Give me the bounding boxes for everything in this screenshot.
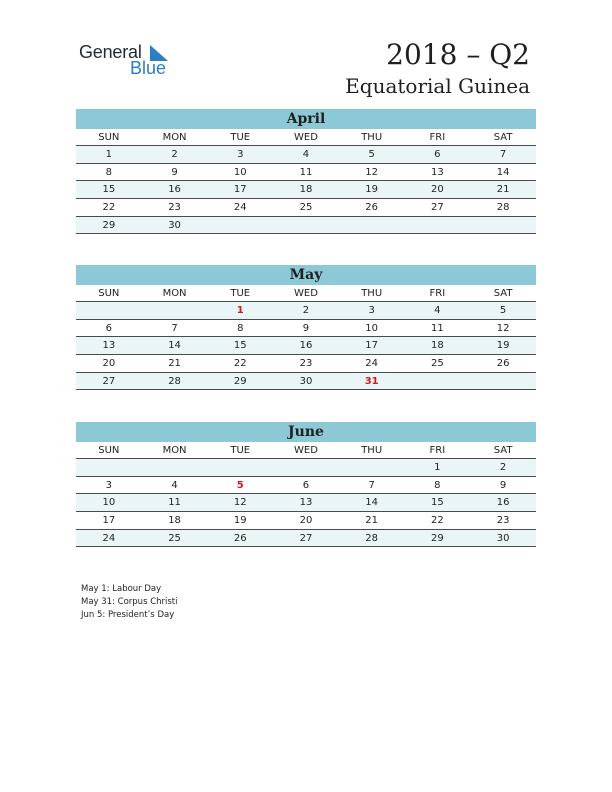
week-row	[76, 529, 536, 547]
day-cell: 17	[76, 512, 142, 530]
holiday-entry: Jun 5: President’s Day	[81, 610, 175, 620]
day-cell: 10	[207, 163, 273, 181]
day-cell: 9	[142, 163, 208, 181]
holiday-list	[81, 583, 178, 622]
day-cell: 18	[142, 512, 208, 530]
day-cell: 28	[470, 199, 536, 217]
day-cell: 13	[405, 163, 471, 181]
weekday-label: FRI	[405, 129, 471, 146]
day-cell: 30	[470, 529, 536, 547]
day-cell: 15	[207, 337, 273, 355]
weekday-row	[76, 442, 536, 459]
day-cell	[142, 302, 208, 320]
day-cell: 19	[470, 337, 536, 355]
country-name: Equatorial Guinea	[345, 74, 530, 98]
day-cell: 5	[470, 302, 536, 320]
day-cell: 9	[470, 476, 536, 494]
day-cell: 10	[76, 494, 142, 512]
day-cell: 29	[207, 372, 273, 390]
day-cell: 11	[405, 319, 471, 337]
weekday-label: FRI	[405, 442, 471, 459]
week-row	[76, 319, 536, 337]
day-cell: 25	[273, 199, 339, 217]
day-cell: 1	[405, 459, 471, 477]
day-cell: 21	[339, 512, 405, 530]
day-cell: 21	[470, 181, 536, 199]
weekday-label: WED	[273, 285, 339, 302]
day-cell: 16	[470, 494, 536, 512]
week-row	[76, 302, 536, 320]
day-cell	[273, 216, 339, 234]
weekday-label: SAT	[470, 285, 536, 302]
day-cell: 1	[76, 146, 142, 164]
day-cell: 20	[273, 512, 339, 530]
month-header: June	[76, 422, 536, 442]
month-header: April	[76, 109, 536, 129]
day-cell: 25	[142, 529, 208, 547]
day-cell: 27	[405, 199, 471, 217]
day-cell: 12	[339, 163, 405, 181]
day-cell: 13	[273, 494, 339, 512]
day-cell: 26	[470, 355, 536, 373]
day-cell: 26	[207, 529, 273, 547]
day-cell: 7	[142, 319, 208, 337]
day-cell: 12	[470, 319, 536, 337]
day-cell	[142, 459, 208, 477]
week-row	[76, 146, 536, 164]
day-cell: 4	[405, 302, 471, 320]
day-cell: 28	[142, 372, 208, 390]
day-cell: 24	[339, 355, 405, 373]
day-cell	[76, 302, 142, 320]
day-cell: 7	[470, 146, 536, 164]
week-row	[76, 512, 536, 530]
day-cell: 27	[76, 372, 142, 390]
day-cell	[470, 372, 536, 390]
day-cell: 17	[339, 337, 405, 355]
day-cell: 20	[76, 355, 142, 373]
day-cell	[273, 459, 339, 477]
day-cell: 20	[405, 181, 471, 199]
weekday-label: SUN	[76, 285, 142, 302]
week-row	[76, 216, 536, 234]
day-cell	[339, 459, 405, 477]
day-cell: 23	[470, 512, 536, 530]
day-cell: 14	[470, 163, 536, 181]
weekday-label: SAT	[470, 442, 536, 459]
day-cell: 2	[470, 459, 536, 477]
weekday-label: SAT	[470, 129, 536, 146]
logo-text-blue: Blue	[130, 58, 167, 78]
holiday-entry: May 31: Corpus Christi	[81, 597, 178, 607]
weekday-row	[76, 285, 536, 302]
day-cell: 18	[273, 181, 339, 199]
day-cell: 30	[273, 372, 339, 390]
day-cell: 5	[207, 476, 273, 494]
week-row	[76, 494, 536, 512]
day-cell: 27	[273, 529, 339, 547]
weekday-label: SUN	[76, 442, 142, 459]
day-cell: 29	[76, 216, 142, 234]
day-cell: 23	[142, 199, 208, 217]
day-cell: 16	[142, 181, 208, 199]
weekday-label: TUE	[207, 129, 273, 146]
weekday-label: FRI	[405, 285, 471, 302]
weekday-label: SUN	[76, 129, 142, 146]
day-cell: 11	[142, 494, 208, 512]
week-row	[76, 476, 536, 494]
weekday-label: TUE	[207, 285, 273, 302]
day-cell	[405, 216, 471, 234]
day-cell: 4	[273, 146, 339, 164]
day-cell: 19	[207, 512, 273, 530]
page-title: 2018 – Q2	[386, 38, 530, 71]
day-cell: 29	[405, 529, 471, 547]
day-cell: 8	[405, 476, 471, 494]
day-cell: 17	[207, 181, 273, 199]
day-cell: 13	[76, 337, 142, 355]
day-cell: 22	[405, 512, 471, 530]
day-cell: 9	[273, 319, 339, 337]
day-cell: 31	[339, 372, 405, 390]
day-cell: 28	[339, 529, 405, 547]
day-cell: 12	[207, 494, 273, 512]
day-cell: 3	[76, 476, 142, 494]
weekday-label: WED	[273, 129, 339, 146]
day-cell: 6	[273, 476, 339, 494]
day-cell: 18	[405, 337, 471, 355]
day-cell: 3	[339, 302, 405, 320]
day-cell: 21	[142, 355, 208, 373]
day-cell: 23	[273, 355, 339, 373]
day-cell: 3	[207, 146, 273, 164]
month-may	[76, 265, 536, 390]
day-cell: 11	[273, 163, 339, 181]
day-cell: 24	[207, 199, 273, 217]
weekday-label: WED	[273, 442, 339, 459]
day-cell: 6	[76, 319, 142, 337]
day-cell: 16	[273, 337, 339, 355]
month-april	[76, 109, 536, 234]
day-cell: 2	[273, 302, 339, 320]
day-cell: 30	[142, 216, 208, 234]
weekday-label: THU	[339, 129, 405, 146]
weekday-row	[76, 129, 536, 146]
week-row	[76, 355, 536, 373]
week-row	[76, 459, 536, 477]
day-cell: 2	[142, 146, 208, 164]
day-cell	[207, 459, 273, 477]
week-row	[76, 199, 536, 217]
day-cell: 26	[339, 199, 405, 217]
weekday-label: TUE	[207, 442, 273, 459]
weekday-label: THU	[339, 285, 405, 302]
weekday-label: THU	[339, 442, 405, 459]
day-cell	[470, 216, 536, 234]
month-grid	[76, 129, 536, 234]
day-cell: 24	[76, 529, 142, 547]
day-cell: 10	[339, 319, 405, 337]
month-june	[76, 422, 536, 547]
day-cell: 14	[142, 337, 208, 355]
day-cell: 25	[405, 355, 471, 373]
week-row	[76, 372, 536, 390]
week-row	[76, 337, 536, 355]
day-cell: 1	[207, 302, 273, 320]
day-cell: 15	[76, 181, 142, 199]
day-cell: 5	[339, 146, 405, 164]
month-header: May	[76, 265, 536, 285]
logo-text-general: General	[79, 42, 142, 62]
day-cell	[207, 216, 273, 234]
weekday-label: MON	[142, 285, 208, 302]
day-cell: 6	[405, 146, 471, 164]
month-grid	[76, 285, 536, 390]
day-cell	[339, 216, 405, 234]
generalblue-logo	[79, 42, 179, 82]
day-cell	[76, 459, 142, 477]
day-cell: 19	[339, 181, 405, 199]
weekday-label: MON	[142, 442, 208, 459]
week-row	[76, 163, 536, 181]
day-cell: 8	[76, 163, 142, 181]
week-row	[76, 181, 536, 199]
day-cell: 22	[207, 355, 273, 373]
weekday-label: MON	[142, 129, 208, 146]
day-cell: 22	[76, 199, 142, 217]
day-cell: 14	[339, 494, 405, 512]
day-cell: 7	[339, 476, 405, 494]
day-cell: 8	[207, 319, 273, 337]
day-cell: 15	[405, 494, 471, 512]
day-cell	[405, 372, 471, 390]
month-grid	[76, 442, 536, 547]
holiday-entry: May 1: Labour Day	[81, 584, 162, 594]
day-cell: 4	[142, 476, 208, 494]
